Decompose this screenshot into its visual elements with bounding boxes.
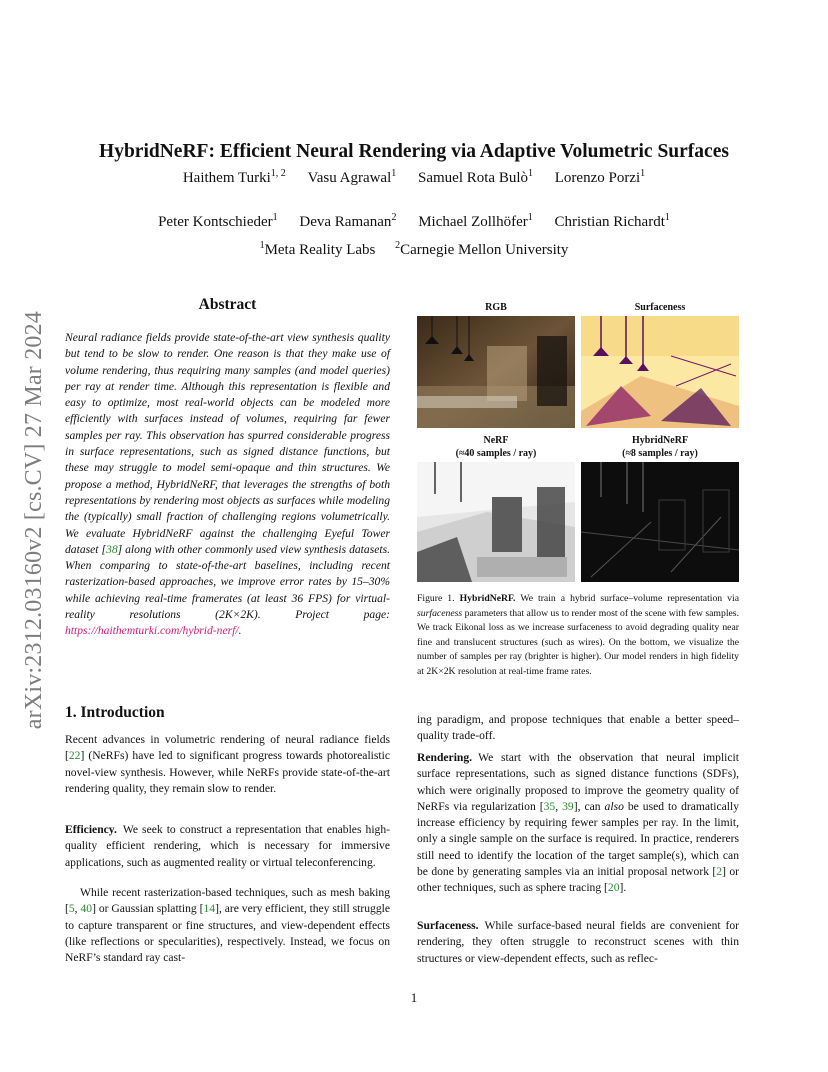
author: Deva Ramanan$^2$	[299, 212, 397, 230]
citation-link[interactable]: 40	[80, 902, 93, 916]
page-number: 1	[410, 990, 418, 1005]
affiliations	[60, 240, 768, 259]
arxiv-sidebar-stamp	[10, 280, 58, 760]
arxiv-id: arXiv:2312.03160v2 [cs.CV] 27 Mar 2024	[20, 310, 47, 730]
author: Samuel Rota Bulò$^1$	[418, 168, 534, 186]
citation-link[interactable]: 35	[543, 799, 556, 813]
figure-caption: Figure 1. HybridNeRF. We train a hybrid surface–volume representation via surfaceness parameters that allow us to render most of the scene with few samples. We track Eikonal loss as we increase surfaceness to avoid degrading quality near fine and translucent structures (such as wires). On the bottom, we visualize the number of samples per ray (brighter is higher). Our model renders in high fidelity at 2K×2K resolution at real-time frame rates.	[417, 593, 739, 677]
author: Christian Richardt$^1$	[554, 212, 670, 230]
paper-title: HybridNeRF: Efficient Neural Rendering via Adaptive Volumetric Surfaces	[99, 141, 729, 162]
author-row-2	[60, 212, 768, 231]
author: Lorenzo Porzi$^1$	[554, 168, 646, 186]
author-row-1	[60, 168, 768, 187]
efficiency-paragraph: Efficiency. We seek to construct a representation that enables high-quality efficient rendering, which is necessary for immersive applications, such as augmented reality or virtual teleconferencing.	[65, 823, 390, 869]
affiliation: $^2$Carnegie Mellon University	[395, 240, 569, 258]
abstract-heading: Abstract	[198, 296, 257, 313]
run-in-heading: Surfaceness.	[417, 919, 479, 932]
citation-link[interactable]: 14	[203, 902, 216, 916]
affiliation: $^1$Meta Reality Labs	[259, 240, 376, 258]
surfaceness-map-image	[581, 316, 739, 428]
surfaceness-paragraph: Surfaceness. While surface-based neural fields are convenient for rendering, they often struggle to reconstruct scenes with thin structures or view-dependent effects, such as reflec-	[417, 919, 739, 965]
figure-label-hybridnerf: HybridNeRF (≈8 samples / ray)	[622, 435, 698, 459]
figure-label-surfaceness: Surfaceness	[634, 302, 686, 313]
intro-paragraph: Recent advances in volumetric rendering of neural radiance fields [22] (NeRFs) have led to significant progress towards photorealistic novel-view synthesis. However, while NeRFs provide state-of-the-art rendering quality, they remain slow to render.	[65, 733, 390, 795]
body-paragraph: ing paradigm, and propose techniques that enable a better speed–quality trade-off.	[417, 713, 739, 743]
rendering-paragraph: Rendering. We start with the observation that neural implicit surface representations, such as signed distance functions (SDFs), which were originally proposed to improve the geometry quality of NeRFs via regularization [35, 39], can also be used to dramatically increase efficiency by requiring fewer samples per ray. In the limit, only a single sample on the surface is required. In practice, renderers still need to identify the location of the target sample(s), which can be done by generating samples via an initial proposal network [2] or other techniques, such as sphere tracing [20].	[417, 751, 740, 895]
citation-link[interactable]: 22	[68, 749, 81, 763]
section-heading-introduction: 1. Introduction	[65, 704, 165, 721]
intro-paragraph: While recent rasterization-based techniques, such as mesh baking [5, 40] or Gaussian splatting [14], are very efficient, they still struggle to capture transparent or fine structures, and view-dependent effects (like reflections or specularities), respectively. Instead, we focus on NeRF’s standard ray cast-	[65, 886, 390, 965]
rgb-render-image	[417, 316, 575, 428]
run-in-heading: Efficiency.	[65, 823, 117, 836]
citation-link[interactable]: 38	[106, 542, 118, 556]
author: Vasu Agrawal$^1$	[307, 168, 397, 186]
citation-link[interactable]: 2	[716, 865, 723, 879]
author: Michael Zollhöfer$^1$	[418, 212, 533, 230]
nerf-samples-heatmap	[417, 462, 575, 582]
author: Haithem Turki$^{1, 2}$	[182, 168, 286, 186]
run-in-heading: Rendering.	[417, 751, 473, 764]
project-page-link[interactable]: https://haithemturki.com/hybrid-nerf/	[65, 624, 239, 638]
citation-link[interactable]: 20	[607, 881, 620, 895]
hybridnerf-samples-heatmap	[581, 462, 739, 582]
citation-link[interactable]: 5	[68, 902, 75, 916]
figure-label-nerf: NeRF (≈40 samples / ray)	[455, 435, 537, 459]
abstract-text: Neural radiance fields provide state-of-the-art view synthesis quality but tend to be slow to render. One reason is that they make use of volume rendering, thus requiring many samples (and model queries) per ray at render time. Although this representation is flexible and easy to optimize, most real-world objects can be modeled more efficiently with surfaces instead of volumes, requiring far fewer samples per ray. This observation has spurred considerable progress in surface representations, such as signed distance functions, but these may struggle to model semi-opaque and thin structures. We propose a method, HybridNeRF, that leverages the strengths of both representations by rendering most objects as surfaces while modeling the (typically) small fraction of challenging regions volumetrically. We evaluate HybridNeRF against the challenging Eyeful Tower dataset [38] along with other commonly used view synthesis datasets. When comparing to state-of-the-art baselines, including recent rasterization-based approaches, we improve error rates by 15–30% while achieving real-time framerates (at least 36 FPS) for virtual-reality resolutions (2K×2K). Project page: https://haithemturki.com/hybrid-nerf/.	[65, 331, 390, 638]
author: Peter Kontschieder$^1$	[158, 212, 278, 230]
figure-label-rgb: RGB	[485, 302, 507, 313]
citation-link[interactable]: 39	[562, 799, 574, 813]
